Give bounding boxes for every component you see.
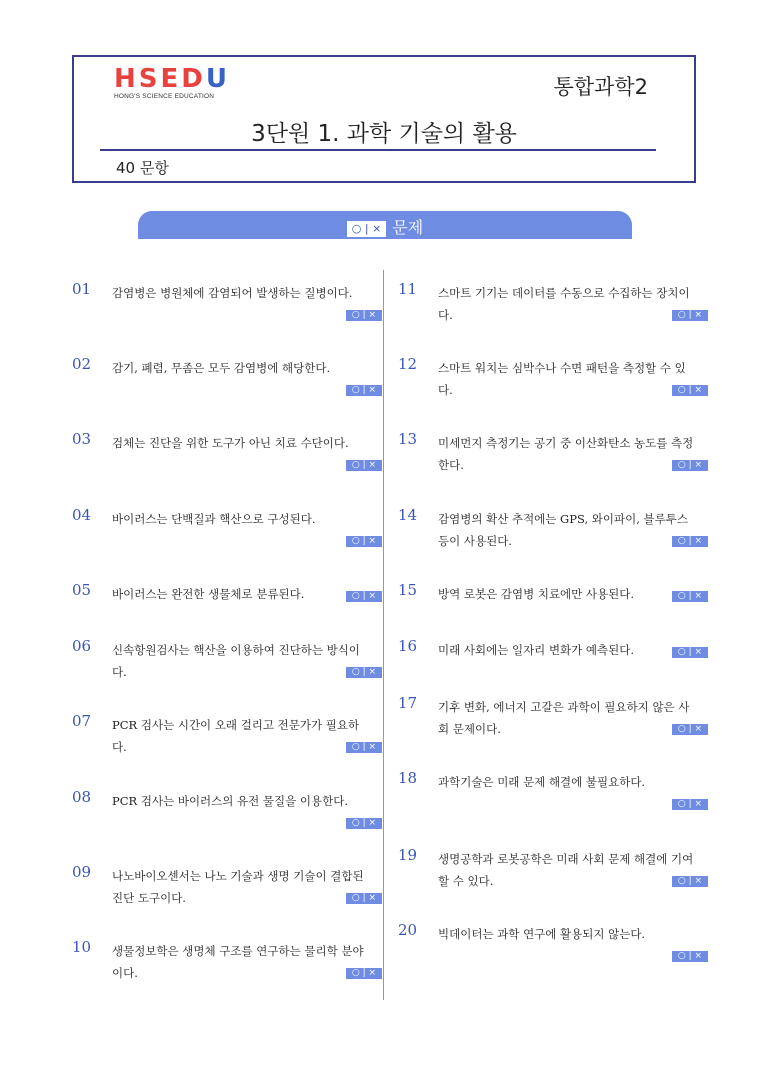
question-count: 40 문항 [116,159,169,177]
header-box [72,55,696,183]
question-text: 감기, 폐렴, 무좀은 모두 감염병에 해당한다. [112,361,331,375]
ox-answer-box[interactable]: ○ | × [672,724,708,735]
question-text: 방역 로봇은 감염병 치료에만 사용된다. [438,587,635,601]
ox-answer-box[interactable]: ○ | × [672,799,708,810]
ox-icon: ○ | × [347,221,387,237]
question-number: 02 [72,355,92,373]
ox-answer-box[interactable]: ○ | × [346,667,382,678]
question-number: 04 [72,506,92,524]
question-text: 바이러스는 완전한 생물체로 분류된다. [112,587,305,601]
ox-answer-box[interactable]: ○ | × [346,536,382,547]
ox-answer-box[interactable]: ○ | × [672,647,708,658]
unit-title: 3단원 1. 과학 기술의 활용 [251,121,517,147]
question-number: 03 [72,430,92,448]
ox-answer-box[interactable]: ○ | × [346,893,382,904]
ox-answer-box[interactable]: ○ | × [346,460,382,471]
question-text: 신속항원검사는 핵산을 이용하여 진단하는 방식이다. [112,643,360,679]
column-divider [383,270,384,1000]
question-number: 06 [72,637,92,655]
ox-answer-box[interactable]: ○ | × [346,742,382,753]
subject-label: 통합과학2 [553,75,648,99]
question-number: 15 [398,581,418,599]
question-text: 생물정보학은 생명체 구조를 연구하는 물리학 분야이다. [112,944,364,980]
ox-answer-box[interactable]: ○ | × [672,310,708,321]
question-number: 10 [72,938,92,956]
question-text: 검체는 진단을 위한 도구가 아닌 치료 수단이다. [112,436,349,450]
question-text: 미세먼지 측정기는 공기 중 이산화탄소 농도를 측정한다. [438,436,694,472]
question-number: 11 [398,280,418,298]
question-text: 감염병의 확산 추적에는 GPS, 와이파이, 블루투스 등이 사용된다. [438,512,688,548]
question-text: 빅데이터는 과학 연구에 활용되지 않는다. [438,927,646,941]
logo-subtitle: HONG'S SCIENCE EDUCATION [114,93,215,100]
title-divider [100,149,656,151]
ox-answer-box[interactable]: ○ | × [672,876,708,887]
question-number: 14 [398,506,418,524]
section-banner [138,211,632,239]
ox-answer-box[interactable]: ○ | × [672,385,708,396]
logo-text-red: HSED [114,64,206,94]
question-text: 기후 변화, 에너지 고갈은 과학이 필요하지 않은 사회 문제이다. [438,700,690,736]
question-number: 08 [72,788,92,806]
question-text: PCR 검사는 시간이 오래 걸리고 전문가가 필요하다. [112,718,360,754]
question-number: 20 [398,921,418,939]
ox-answer-box[interactable]: ○ | × [672,536,708,547]
question-text: 스마트 워치는 심박수나 수면 패턴을 측정할 수 있다. [438,361,686,397]
ox-answer-box[interactable]: ○ | × [346,818,382,829]
question-text: 생명공학과 로봇공학은 미래 사회 문제 해결에 기여할 수 있다. [438,852,694,888]
banner-label: 문제 [392,218,424,237]
ox-answer-box[interactable]: ○ | × [346,591,382,602]
hsedu-logo [114,64,230,100]
question-text: 과학기술은 미래 문제 해결에 불필요하다. [438,775,646,789]
ox-answer-box[interactable]: ○ | × [346,310,382,321]
question-number: 19 [398,846,418,864]
question-number: 05 [72,581,92,599]
question-number: 12 [398,355,418,373]
ox-answer-box[interactable]: ○ | × [672,460,708,471]
ox-answer-box[interactable]: ○ | × [672,591,708,602]
ox-answer-box[interactable]: ○ | × [346,968,382,979]
ox-answer-box[interactable]: ○ | × [346,385,382,396]
ox-answer-box[interactable]: ○ | × [672,951,708,962]
question-number: 13 [398,430,418,448]
question-number: 18 [398,769,418,787]
question-text: 바이러스는 단백질과 핵산으로 구성된다. [112,512,316,526]
question-text: 미래 사회에는 일자리 변화가 예측된다. [438,643,635,657]
question-text: 감염병은 병원체에 감염되어 발생하는 질병이다. [112,286,353,300]
question-number: 09 [72,863,92,881]
question-text: 나노바이오센서는 나노 기술과 생명 기술이 결합된 진단 도구이다. [112,869,364,905]
logo-text-blue: U [205,64,230,94]
question-text: 스마트 기기는 데이터를 수동으로 수집하는 장치이다. [438,286,690,322]
question-number: 01 [72,280,92,298]
question-text: PCR 검사는 바이러스의 유전 물질을 이용한다. [112,794,348,808]
question-number: 07 [72,712,92,730]
question-number: 17 [398,694,418,712]
question-number: 16 [398,637,418,655]
